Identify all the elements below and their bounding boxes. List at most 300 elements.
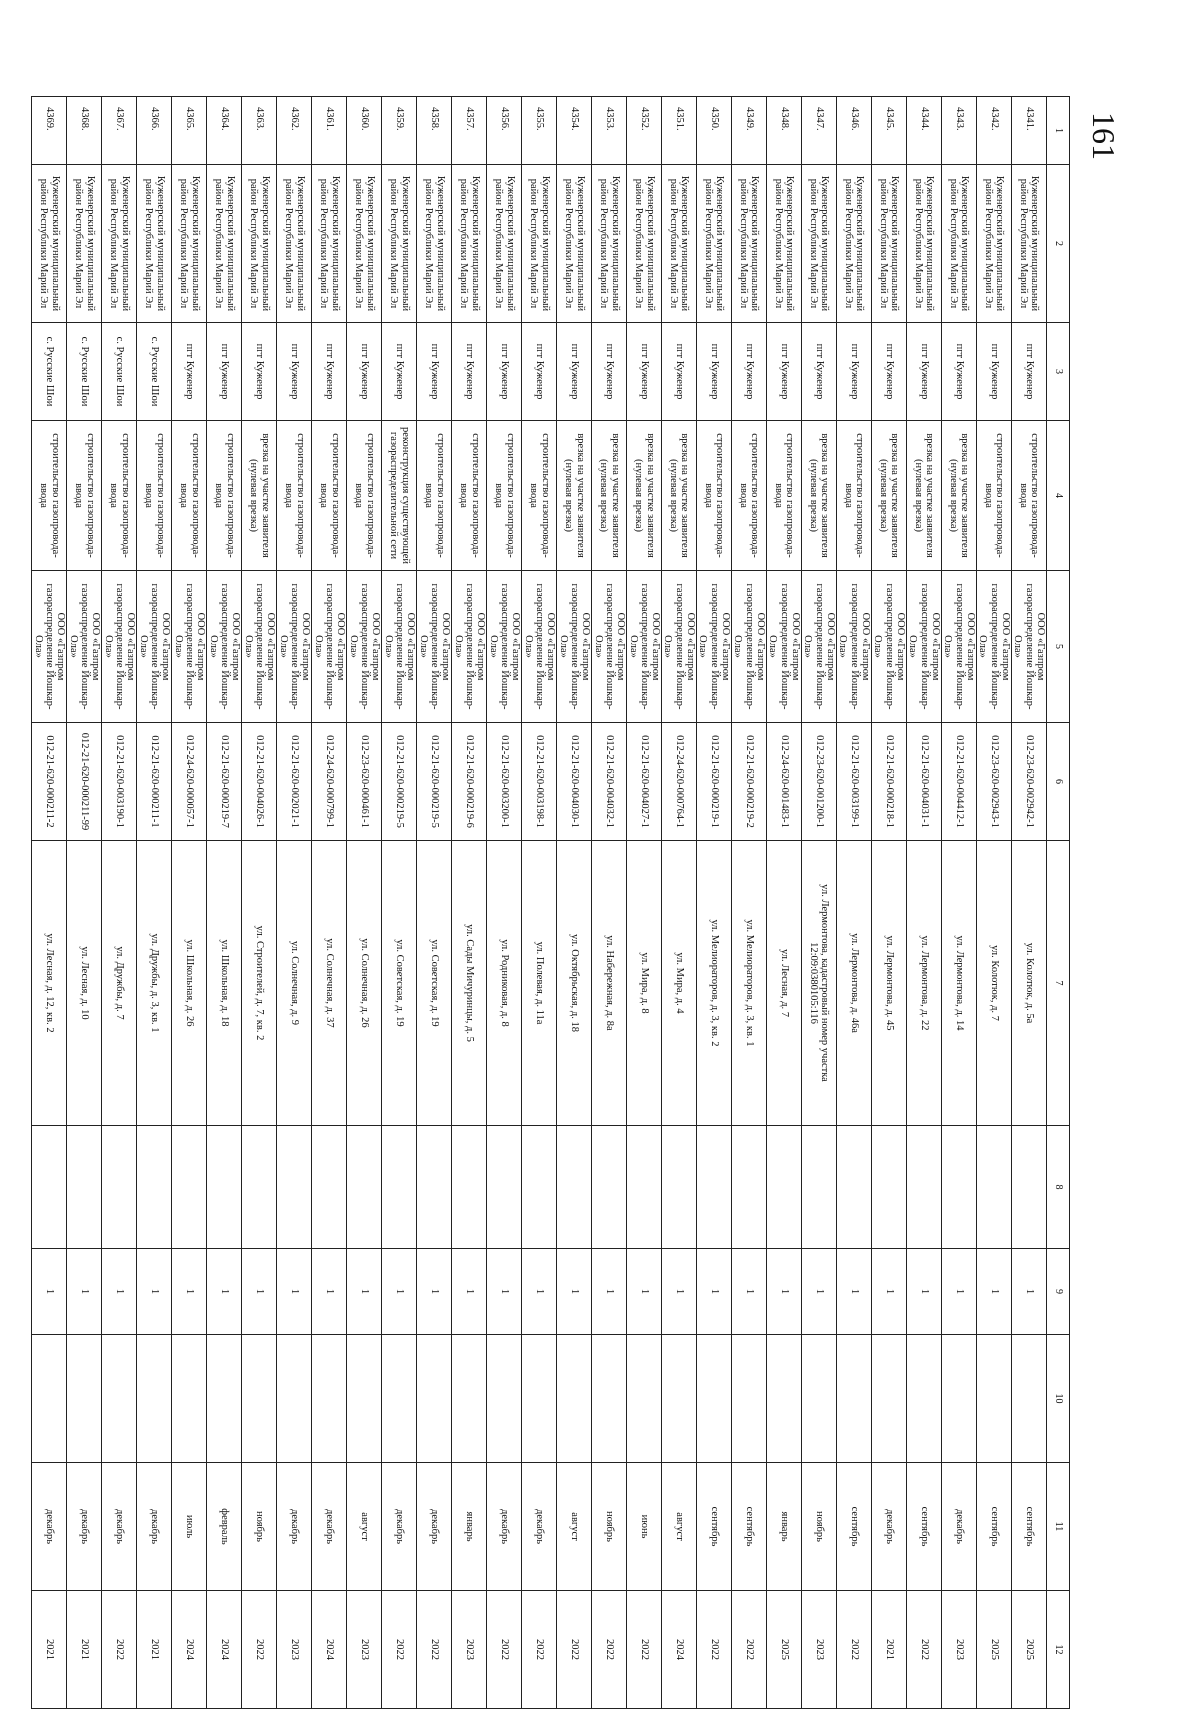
count-cell: 1 <box>662 1249 697 1335</box>
page-number: 161 <box>1086 112 1122 160</box>
work-type-cell: врезка на участке заявителя (нулевая врезка) <box>802 421 837 571</box>
col8-cell <box>32 1126 67 1249</box>
row-number: 4344. <box>907 97 942 165</box>
col10-cell <box>347 1335 382 1463</box>
year-cell: 2021 <box>137 1591 172 1709</box>
work-type-cell: строительство газопровода-ввода <box>767 421 802 571</box>
col8-cell <box>697 1126 732 1249</box>
col8-cell <box>67 1126 102 1249</box>
col10-cell <box>907 1335 942 1463</box>
organization-cell: ООО «Газпром газораспределение Йошкар-Ола» <box>942 571 977 723</box>
settlement-cell: пгт Куженер <box>907 323 942 421</box>
district-cell: Куженерский муниципальный район Республики Марий Эл <box>802 165 837 323</box>
col8-cell <box>137 1126 172 1249</box>
district-cell: Куженерский муниципальный район Республики Марий Эл <box>137 165 172 323</box>
row-number: 4357. <box>452 97 487 165</box>
organization-cell: ООО «Газпром газораспределение Йошкар-Ола» <box>592 571 627 723</box>
count-cell: 1 <box>312 1249 347 1335</box>
col8-cell <box>872 1126 907 1249</box>
settlement-cell: пгт Куженер <box>242 323 277 421</box>
row-number: 4358. <box>417 97 452 165</box>
work-type-cell: врезка на участке заявителя (нулевая врезка) <box>242 421 277 571</box>
application-code-cell: 012-23-620-002943-1 <box>977 723 1012 841</box>
table-row <box>277 97 312 1709</box>
organization-cell: ООО «Газпром газораспределение Йошкар-Ола» <box>767 571 802 723</box>
settlement-cell: пгт Куженер <box>977 323 1012 421</box>
count-cell: 1 <box>347 1249 382 1335</box>
col8-cell <box>347 1126 382 1249</box>
address-cell: ул. Солнечная, д. 26 <box>347 841 382 1126</box>
organization-cell: ООО «Газпром газораспределение Йошкар-Ола» <box>487 571 522 723</box>
application-code-cell: 012-21-620-003190-1 <box>102 723 137 841</box>
col10-cell <box>242 1335 277 1463</box>
address-cell: ул. Дружбы, д. 7 <box>102 841 137 1126</box>
column-header-5: 5 <box>1047 571 1070 723</box>
count-cell: 1 <box>557 1249 592 1335</box>
count-cell: 1 <box>32 1249 67 1335</box>
table-row <box>67 97 102 1709</box>
organization-cell: ООО «Газпром газораспределение Йошкар-Ола» <box>837 571 872 723</box>
row-number: 4354. <box>557 97 592 165</box>
work-type-cell: строительство газопровода-ввода <box>207 421 242 571</box>
work-type-cell: строительство газопровода-ввода <box>172 421 207 571</box>
year-cell: 2024 <box>662 1591 697 1709</box>
col10-cell <box>277 1335 312 1463</box>
work-type-cell: врезка на участке заявителя (нулевая врезка) <box>627 421 662 571</box>
district-cell: Куженерский муниципальный район Республики Марий Эл <box>452 165 487 323</box>
settlement-cell: пгт Куженер <box>697 323 732 421</box>
organization-cell: ООО «Газпром газораспределение Йошкар-Ола» <box>347 571 382 723</box>
col8-cell <box>172 1126 207 1249</box>
district-cell: Куженерский муниципальный район Республики Марий Эл <box>312 165 347 323</box>
col8-cell <box>837 1126 872 1249</box>
col8-cell <box>627 1126 662 1249</box>
application-code-cell: 012-21-620-000211-1 <box>137 723 172 841</box>
settlement-cell: пгт Куженер <box>207 323 242 421</box>
district-cell: Куженерский муниципальный район Республики Марий Эл <box>242 165 277 323</box>
application-code-cell: 012-21-620-000219-5 <box>417 723 452 841</box>
district-cell: Куженерский муниципальный район Республики Марий Эл <box>487 165 522 323</box>
settlement-cell: пгт Куженер <box>1012 323 1047 421</box>
work-type-cell: строительство газопровода-ввода <box>137 421 172 571</box>
year-cell: 2023 <box>347 1591 382 1709</box>
application-code-cell: 012-21-620-000219-2 <box>732 723 767 841</box>
table-row <box>942 97 977 1709</box>
district-cell: Куженерский муниципальный район Республики Марий Эл <box>347 165 382 323</box>
settlement-cell: пгт Куженер <box>277 323 312 421</box>
work-type-cell: врезка на участке заявителя (нулевая врезка) <box>907 421 942 571</box>
col8-cell <box>557 1126 592 1249</box>
month-cell: август <box>662 1463 697 1591</box>
application-code-cell: 012-23-620-000461-1 <box>347 723 382 841</box>
count-cell: 1 <box>452 1249 487 1335</box>
application-code-cell: 012-21-620-000211-2 <box>32 723 67 841</box>
district-cell: Куженерский муниципальный район Республики Марий Эл <box>907 165 942 323</box>
row-number: 4345. <box>872 97 907 165</box>
settlement-cell: пгт Куженер <box>592 323 627 421</box>
col10-cell <box>452 1335 487 1463</box>
work-type-cell: строительство газопровода-ввода <box>102 421 137 571</box>
work-type-cell: строительство газопровода-ввода <box>522 421 557 571</box>
count-cell: 1 <box>382 1249 417 1335</box>
address-cell: ул. Родниковая, д. 8 <box>487 841 522 1126</box>
address-cell: ул. Строителей, д. 7, кв. 2 <box>242 841 277 1126</box>
district-cell: Куженерский муниципальный район Республики Марий Эл <box>32 165 67 323</box>
col10-cell <box>172 1335 207 1463</box>
year-cell: 2022 <box>732 1591 767 1709</box>
row-number: 4352. <box>627 97 662 165</box>
settlement-cell: пгт Куженер <box>942 323 977 421</box>
row-number: 4368. <box>67 97 102 165</box>
year-cell: 2024 <box>312 1591 347 1709</box>
year-cell: 2022 <box>592 1591 627 1709</box>
col10-cell <box>32 1335 67 1463</box>
application-code-cell: 012-24-620-001483-1 <box>767 723 802 841</box>
month-cell: декабрь <box>522 1463 557 1591</box>
month-cell: декабрь <box>32 1463 67 1591</box>
gasification-table <box>31 96 1070 1709</box>
col10-cell <box>312 1335 347 1463</box>
column-header-2: 2 <box>1047 165 1070 323</box>
address-cell: ул. Школьная, д. 26 <box>172 841 207 1126</box>
address-cell: ул. Лесная, д. 7 <box>767 841 802 1126</box>
month-cell: декабрь <box>137 1463 172 1591</box>
settlement-cell: пгт Куженер <box>452 323 487 421</box>
row-number: 4341. <box>1012 97 1047 165</box>
district-cell: Куженерский муниципальный район Республики Марий Эл <box>382 165 417 323</box>
application-code-cell: 012-21-620-003199-1 <box>837 723 872 841</box>
settlement-cell: с. Русские Шои <box>32 323 67 421</box>
table-row <box>102 97 137 1709</box>
year-cell: 2022 <box>417 1591 452 1709</box>
year-cell: 2025 <box>1012 1591 1047 1709</box>
organization-cell: ООО «Газпром газораспределение Йошкар-Ола» <box>627 571 662 723</box>
year-cell: 2024 <box>207 1591 242 1709</box>
month-cell: сентябрь <box>697 1463 732 1591</box>
row-number: 4366. <box>137 97 172 165</box>
col8-cell <box>452 1126 487 1249</box>
district-cell: Куженерский муниципальный район Республики Марий Эл <box>592 165 627 323</box>
settlement-cell: пгт Куженер <box>837 323 872 421</box>
month-cell: ноябрь <box>592 1463 627 1591</box>
settlement-cell: пгт Куженер <box>802 323 837 421</box>
col8-cell <box>662 1126 697 1249</box>
col10-cell <box>837 1335 872 1463</box>
year-cell: 2023 <box>452 1591 487 1709</box>
address-cell: ул. Лесная, д. 12, кв. 2 <box>32 841 67 1126</box>
settlement-cell: пгт Куженер <box>382 323 417 421</box>
year-cell: 2023 <box>802 1591 837 1709</box>
month-cell: январь <box>452 1463 487 1591</box>
table-row <box>347 97 382 1709</box>
address-cell: ул. Лесная, д. 10 <box>67 841 102 1126</box>
application-code-cell: 012-21-620-000218-1 <box>872 723 907 841</box>
year-cell: 2021 <box>32 1591 67 1709</box>
col8-cell <box>802 1126 837 1249</box>
application-code-cell: 012-21-620-004027-1 <box>627 723 662 841</box>
table-row <box>872 97 907 1709</box>
row-number: 4351. <box>662 97 697 165</box>
table-row <box>767 97 802 1709</box>
col10-cell <box>592 1335 627 1463</box>
address-cell: ул. Солнечная, д. 9 <box>277 841 312 1126</box>
col8-cell <box>382 1126 417 1249</box>
row-number: 4342. <box>977 97 1012 165</box>
row-number: 4361. <box>312 97 347 165</box>
row-number: 4365. <box>172 97 207 165</box>
month-cell: декабрь <box>277 1463 312 1591</box>
settlement-cell: пгт Куженер <box>627 323 662 421</box>
rotated-table-container <box>31 96 1070 1708</box>
col10-cell <box>102 1335 137 1463</box>
address-cell: ул. Школьная, д. 18 <box>207 841 242 1126</box>
row-number: 4360. <box>347 97 382 165</box>
table-row <box>137 97 172 1709</box>
count-cell: 1 <box>207 1249 242 1335</box>
address-cell: ул. Советская, д. 19 <box>417 841 452 1126</box>
address-cell: ул. Мира, д. 8 <box>627 841 662 1126</box>
application-code-cell: 012-21-620-000219-7 <box>207 723 242 841</box>
district-cell: Куженерский муниципальный район Республики Марий Эл <box>557 165 592 323</box>
month-cell: июнь <box>627 1463 662 1591</box>
district-cell: Куженерский муниципальный район Республики Марий Эл <box>627 165 662 323</box>
year-cell: 2022 <box>697 1591 732 1709</box>
organization-cell: ООО «Газпром газораспределение Йошкар-Ола» <box>1012 571 1047 723</box>
organization-cell: ООО «Газпром газораспределение Йошкар-Ола» <box>67 571 102 723</box>
col10-cell <box>382 1335 417 1463</box>
table-row <box>452 97 487 1709</box>
district-cell: Куженерский муниципальный район Республики Марий Эл <box>767 165 802 323</box>
district-cell: Куженерский муниципальный район Республики Марий Эл <box>977 165 1012 323</box>
table-body <box>32 97 1047 1709</box>
col8-cell <box>767 1126 802 1249</box>
col8-cell <box>1012 1126 1047 1249</box>
col10-cell <box>697 1335 732 1463</box>
column-header-9: 9 <box>1047 1249 1070 1335</box>
address-cell: ул. Полевая, д. 11а <box>522 841 557 1126</box>
table-row <box>732 97 767 1709</box>
month-cell: август <box>557 1463 592 1591</box>
col10-cell <box>137 1335 172 1463</box>
address-cell: ул. Лермонтова, д. 14 <box>942 841 977 1126</box>
month-cell: декабрь <box>312 1463 347 1591</box>
col10-cell <box>627 1335 662 1463</box>
table-row <box>697 97 732 1709</box>
organization-cell: ООО «Газпром газораспределение Йошкар-Ола» <box>522 571 557 723</box>
table-row <box>382 97 417 1709</box>
col8-cell <box>417 1126 452 1249</box>
row-number: 4363. <box>242 97 277 165</box>
organization-cell: ООО «Газпром газораспределение Йошкар-Ола» <box>382 571 417 723</box>
organization-cell: ООО «Газпром газораспределение Йошкар-Ола» <box>872 571 907 723</box>
organization-cell: ООО «Газпром газораспределение Йошкар-Ола» <box>977 571 1012 723</box>
month-cell: декабрь <box>942 1463 977 1591</box>
table-row <box>172 97 207 1709</box>
col10-cell <box>487 1335 522 1463</box>
table-row <box>662 97 697 1709</box>
column-header-11: 11 <box>1047 1463 1070 1591</box>
year-cell: 2022 <box>557 1591 592 1709</box>
settlement-cell: пгт Куженер <box>347 323 382 421</box>
row-number: 4359. <box>382 97 417 165</box>
row-number: 4346. <box>837 97 872 165</box>
address-cell: ул. Лермонтова, кадастровый номер участка 12:09:0380105:116 <box>802 841 837 1126</box>
count-cell: 1 <box>277 1249 312 1335</box>
work-type-cell: врезка на участке заявителя (нулевая врезка) <box>872 421 907 571</box>
row-number: 4369. <box>32 97 67 165</box>
work-type-cell: строительство газопровода-ввода <box>452 421 487 571</box>
count-cell: 1 <box>487 1249 522 1335</box>
month-cell: декабрь <box>67 1463 102 1591</box>
row-number: 4356. <box>487 97 522 165</box>
col8-cell <box>312 1126 347 1249</box>
district-cell: Куженерский муниципальный район Республики Марий Эл <box>207 165 242 323</box>
month-cell: декабрь <box>102 1463 137 1591</box>
count-cell: 1 <box>802 1249 837 1335</box>
organization-cell: ООО «Газпром газораспределение Йошкар-Ола» <box>137 571 172 723</box>
count-cell: 1 <box>172 1249 207 1335</box>
year-cell: 2022 <box>522 1591 557 1709</box>
work-type-cell: строительство газопровода-ввода <box>347 421 382 571</box>
year-cell: 2024 <box>172 1591 207 1709</box>
month-cell: сентябрь <box>732 1463 767 1591</box>
address-cell: ул. Мелиораторов, д. 3, кв. 2 <box>697 841 732 1126</box>
organization-cell: ООО «Газпром газораспределение Йошкар-Ола» <box>697 571 732 723</box>
application-code-cell: 012-21-620-000219-5 <box>382 723 417 841</box>
row-number: 4355. <box>522 97 557 165</box>
row-number: 4348. <box>767 97 802 165</box>
month-cell: ноябрь <box>802 1463 837 1591</box>
column-header-8: 8 <box>1047 1126 1070 1249</box>
organization-cell: ООО «Газпром газораспределение Йошкар-Ола» <box>802 571 837 723</box>
col10-cell <box>522 1335 557 1463</box>
work-type-cell: строительство газопровода-ввода <box>1012 421 1047 571</box>
col10-cell <box>1012 1335 1047 1463</box>
application-code-cell: 012-21-620-004412-1 <box>942 723 977 841</box>
table-row <box>487 97 522 1709</box>
address-cell: ул. Мира, д. 4 <box>662 841 697 1126</box>
address-cell: ул. Лермонтова, д. 22 <box>907 841 942 1126</box>
district-cell: Куженерский муниципальный район Республики Марий Эл <box>697 165 732 323</box>
address-cell: ул. Мелиораторов, д. 3, кв. 1 <box>732 841 767 1126</box>
organization-cell: ООО «Газпром газораспределение Йошкар-Ола» <box>907 571 942 723</box>
application-code-cell: 012-24-620-000799-1 <box>312 723 347 841</box>
settlement-cell: пгт Куженер <box>557 323 592 421</box>
settlement-cell: с. Русские Шои <box>67 323 102 421</box>
col10-cell <box>802 1335 837 1463</box>
settlement-cell: пгт Куженер <box>732 323 767 421</box>
count-cell: 1 <box>67 1249 102 1335</box>
work-type-cell: строительство газопровода-ввода <box>487 421 522 571</box>
count-cell: 1 <box>137 1249 172 1335</box>
organization-cell: ООО «Газпром газораспределение Йошкар-Ола» <box>172 571 207 723</box>
month-cell: декабрь <box>487 1463 522 1591</box>
count-cell: 1 <box>627 1249 662 1335</box>
count-cell: 1 <box>837 1249 872 1335</box>
settlement-cell: с. Русские Шои <box>102 323 137 421</box>
address-cell: ул. Дружбы, д. 3, кв. 1 <box>137 841 172 1126</box>
count-cell: 1 <box>417 1249 452 1335</box>
application-code-cell: 012-21-620-000219-1 <box>697 723 732 841</box>
district-cell: Куженерский муниципальный район Республики Марий Эл <box>102 165 137 323</box>
district-cell: Куженерский муниципальный район Республики Марий Эл <box>67 165 102 323</box>
year-cell: 2025 <box>977 1591 1012 1709</box>
col10-cell <box>872 1335 907 1463</box>
column-header-7: 7 <box>1047 841 1070 1126</box>
table-row <box>557 97 592 1709</box>
col8-cell <box>522 1126 557 1249</box>
count-cell: 1 <box>977 1249 1012 1335</box>
organization-cell: ООО «Газпром газораспределение Йошкар-Ола» <box>732 571 767 723</box>
year-cell: 2025 <box>767 1591 802 1709</box>
table-row <box>907 97 942 1709</box>
column-header-6: 6 <box>1047 723 1070 841</box>
work-type-cell: строительство газопровода-ввода <box>697 421 732 571</box>
table-row <box>207 97 242 1709</box>
settlement-cell: пгт Куженер <box>487 323 522 421</box>
month-cell: сентябрь <box>907 1463 942 1591</box>
count-cell: 1 <box>1012 1249 1047 1335</box>
application-code-cell: 012-21-620-004030-1 <box>557 723 592 841</box>
address-cell: ул. Колотюк, д. 5а <box>1012 841 1047 1126</box>
column-header-3: 3 <box>1047 323 1070 421</box>
year-cell: 2022 <box>487 1591 522 1709</box>
count-cell: 1 <box>522 1249 557 1335</box>
col10-cell <box>207 1335 242 1463</box>
table-row <box>417 97 452 1709</box>
col8-cell <box>487 1126 522 1249</box>
count-cell: 1 <box>242 1249 277 1335</box>
organization-cell: ООО «Газпром газораспределение Йошкар-Ола» <box>557 571 592 723</box>
organization-cell: ООО «Газпром газораспределение Йошкар-Ола» <box>102 571 137 723</box>
work-type-cell: строительство газопровода-ввода <box>32 421 67 571</box>
col10-cell <box>417 1335 452 1463</box>
col8-cell <box>102 1126 137 1249</box>
work-type-cell: реконструкция существующей газораспределительной сети <box>382 421 417 571</box>
address-cell: ул. Солнечная, д. 37 <box>312 841 347 1126</box>
count-cell: 1 <box>942 1249 977 1335</box>
application-code-cell: 012-21-620-003198-1 <box>522 723 557 841</box>
organization-cell: ООО «Газпром газораспределение Йошкар-Ола» <box>277 571 312 723</box>
row-number: 4367. <box>102 97 137 165</box>
column-header-1: 1 <box>1047 97 1070 165</box>
address-cell: ул. Октябрьская, д. 18 <box>557 841 592 1126</box>
table-row <box>837 97 872 1709</box>
year-cell: 2022 <box>382 1591 417 1709</box>
district-cell: Куженерский муниципальный район Республики Марий Эл <box>1012 165 1047 323</box>
month-cell: ноябрь <box>242 1463 277 1591</box>
table-header <box>1047 97 1070 1709</box>
table-row <box>32 97 67 1709</box>
table-row <box>312 97 347 1709</box>
table-row <box>242 97 277 1709</box>
month-cell: декабрь <box>872 1463 907 1591</box>
count-cell: 1 <box>907 1249 942 1335</box>
address-cell: ул. Лермонтова, д. 46а <box>837 841 872 1126</box>
header-row <box>1047 97 1070 1709</box>
col10-cell <box>977 1335 1012 1463</box>
address-cell: ул. Набережная, д. 8а <box>592 841 627 1126</box>
col8-cell <box>942 1126 977 1249</box>
month-cell: сентябрь <box>1012 1463 1047 1591</box>
year-cell: 2023 <box>942 1591 977 1709</box>
application-code-cell: 012-21-620-004031-1 <box>907 723 942 841</box>
district-cell: Куженерский муниципальный район Республики Марий Эл <box>872 165 907 323</box>
settlement-cell: пгт Куженер <box>417 323 452 421</box>
col10-cell <box>67 1335 102 1463</box>
column-header-10: 10 <box>1047 1335 1070 1463</box>
work-type-cell: строительство газопровода-ввода <box>732 421 767 571</box>
